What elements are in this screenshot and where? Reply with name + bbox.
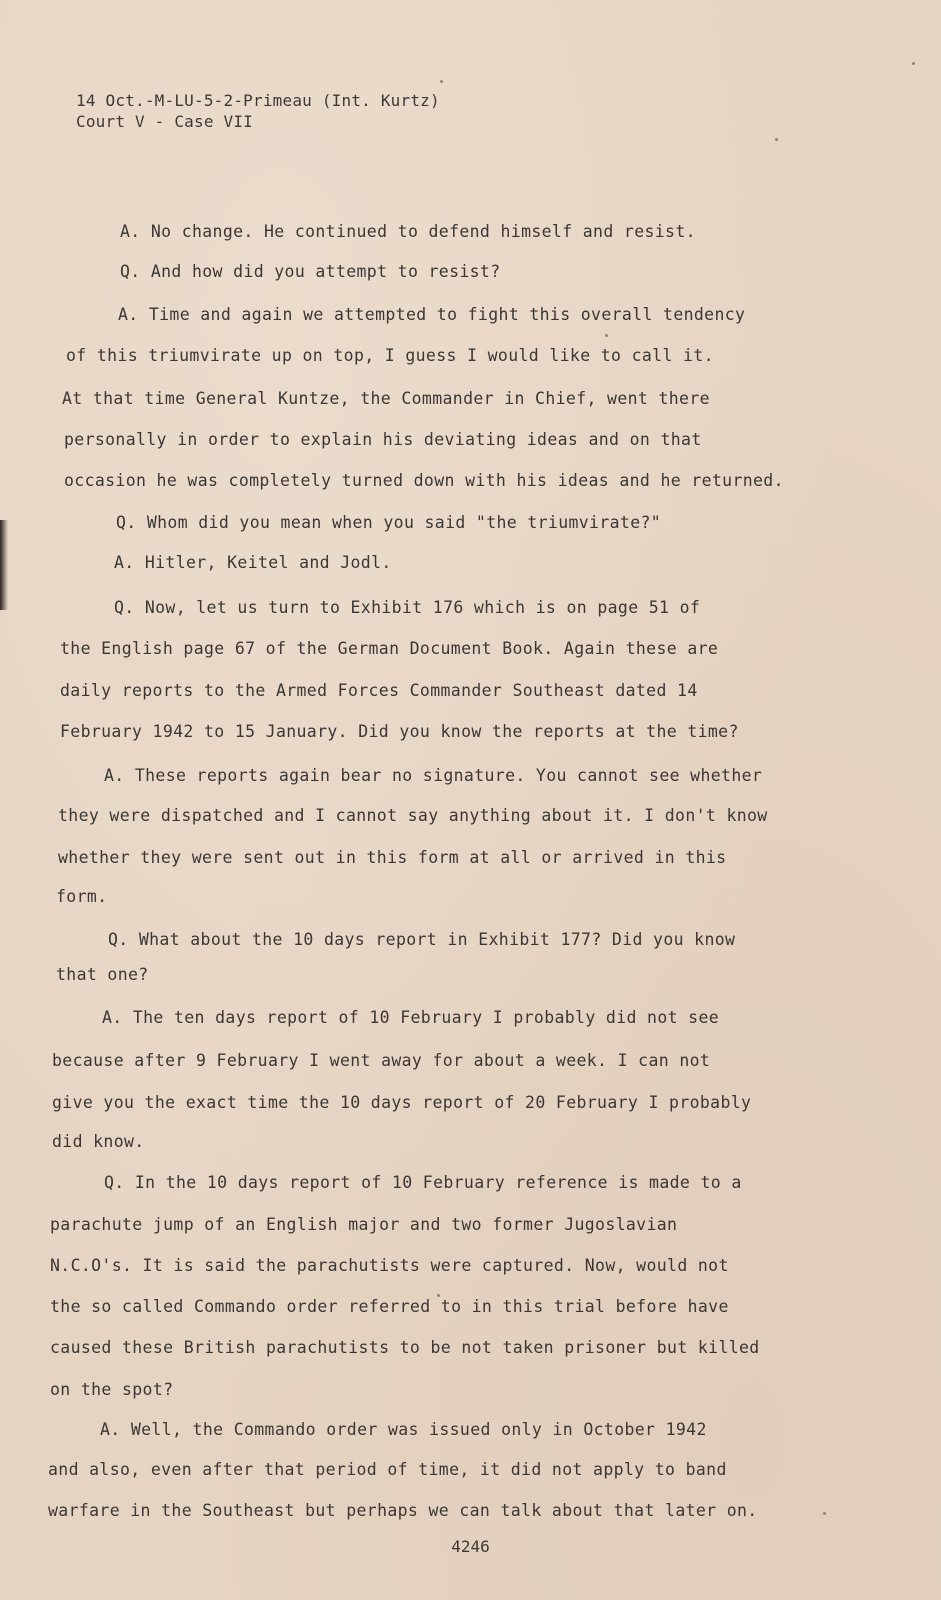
- transcript-line: Q. What about the 10 days report in Exhibit 177? Did you know: [108, 930, 736, 949]
- transcript-line: Q. And how did you attempt to resist?: [120, 262, 501, 281]
- transcript-line: A. Time and again we attempted to fight this overall tendency: [118, 305, 746, 324]
- page-number: 4246: [451, 1537, 490, 1556]
- transcript-line: caused these British parachutists to be not taken prisoner but killed: [50, 1338, 760, 1357]
- paper-speck: [823, 1512, 826, 1515]
- transcript-line: and also, even after that period of time, it did not apply to band: [48, 1460, 727, 1479]
- transcript-line: form.: [56, 887, 108, 906]
- transcript-line: A. Hitler, Keitel and Jodl.: [114, 553, 392, 572]
- transcript-line: At that time General Kuntze, the Commander in Chief, went there: [62, 389, 710, 408]
- paper-speck: [605, 334, 608, 337]
- transcript-line: A. No change. He continued to defend himself and resist.: [120, 222, 696, 241]
- transcript-line: did know.: [52, 1132, 145, 1151]
- transcript-line: occasion he was completely turned down with his ideas and he returned.: [64, 471, 784, 490]
- transcript-line: on the spot?: [50, 1380, 174, 1399]
- transcript-line: give you the exact time the 10 days report of 20 February I probably: [52, 1093, 752, 1112]
- transcript-line: the English page 67 of the German Document Book. Again these are: [60, 639, 719, 658]
- transcript-line: A. The ten days report of 10 February I probably did not see: [102, 1008, 720, 1027]
- paper-speck: [437, 1294, 440, 1297]
- transcript-line: of this triumvirate up on top, I guess I would like to call it.: [66, 346, 714, 365]
- transcript-line: whether they were sent out in this form at all or arrived in this: [58, 848, 727, 867]
- transcript-line: A. These reports again bear no signature. You cannot see whether: [104, 766, 763, 785]
- header-court-line: Court V - Case VII: [76, 112, 253, 131]
- document-header: [76, 90, 440, 132]
- transcript-line: because after 9 February I went away for about a week. I can not: [52, 1051, 711, 1070]
- transcript-line: parachute jump of an English major and two former Jugoslavian: [50, 1215, 678, 1234]
- transcript-line: February 1942 to 15 January. Did you know the reports at the time?: [60, 722, 739, 741]
- transcript-line: the so called Commando order referred to in this trial before have: [50, 1297, 729, 1316]
- paper-speck: [775, 138, 778, 141]
- paper-speck: [912, 62, 915, 65]
- transcript-line: they were dispatched and I cannot say anything about it. I don't know: [58, 806, 768, 825]
- page-edge-shadow: [0, 520, 8, 610]
- transcript-line: warfare in the Southeast but perhaps we can talk about that later on.: [48, 1501, 758, 1520]
- transcript-line: Q. Whom did you mean when you said "the triumvirate?": [116, 513, 662, 532]
- header-case-line: 14 Oct.-M-LU-5-2-Primeau (Int. Kurtz): [76, 91, 440, 110]
- transcript-line: that one?: [56, 965, 149, 984]
- transcript-line: personally in order to explain his deviating ideas and on that: [64, 430, 702, 449]
- transcript-line: daily reports to the Armed Forces Commander Southeast dated 14: [60, 681, 698, 700]
- transcript-line: Q. In the 10 days report of 10 February reference is made to a: [104, 1173, 742, 1192]
- transcript-line: A. Well, the Commando order was issued only in October 1942: [100, 1420, 707, 1439]
- paper-speck: [440, 80, 443, 83]
- transcript-line: Q. Now, let us turn to Exhibit 176 which is on page 51 of: [114, 598, 701, 617]
- transcript-line: N.C.O's. It is said the parachutists were captured. Now, would not: [50, 1256, 729, 1275]
